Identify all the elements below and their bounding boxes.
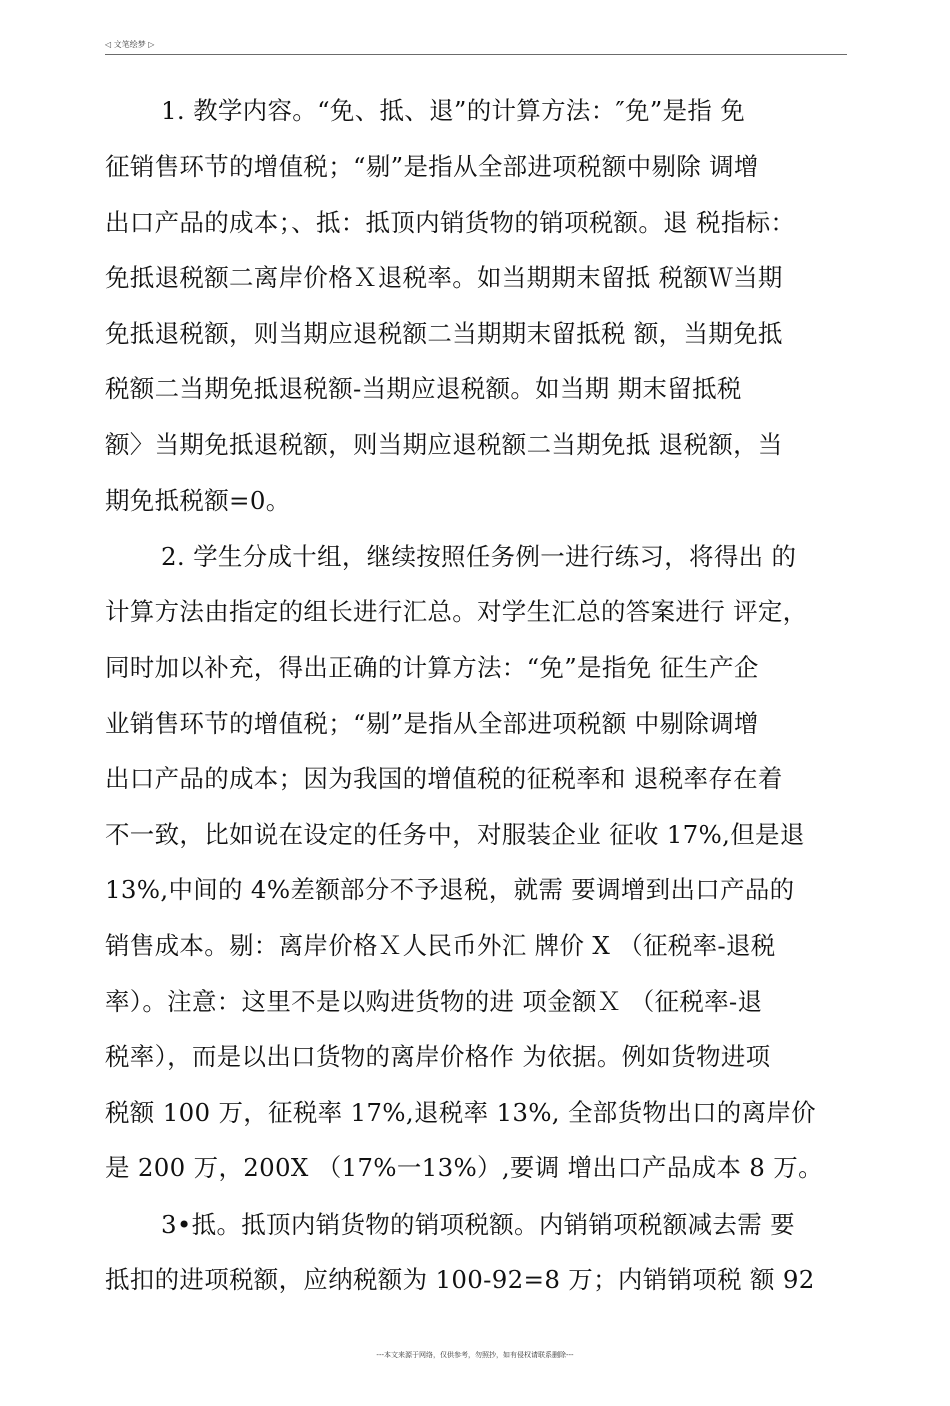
paragraph-1-line-4: 免抵退税额二离岸价格Ｘ退税率。如当期期末留抵 税额Ｗ当期 (105, 263, 783, 292)
paragraph-2-line-11: 税额 100 万，征税率 17%,退税率 13%, 全部货物出口的离岸价 (105, 1098, 816, 1127)
page-footer-disclaimer: ---本文来源于网络，仅供参考，勿照抄，如有侵权请联系删除--- (376, 1351, 574, 1359)
paragraph-1-line-6: 税额二当期免抵退税额-当期应退税额。如当期 期末留抵税 (105, 374, 742, 403)
paragraph-3-line-2: 抵扣的进项税额，应纳税额为 100-92=8 万；内销销项税 额 92 (105, 1265, 815, 1294)
paragraph-2-line-2: 计算方法由指定的组长进行汇总。对学生汇总的答案进行 评定， (105, 597, 808, 626)
paragraph-2-line-6: 不一致，比如说在设定的任务中，对服装企业 征收 17%,但是退 (105, 820, 805, 849)
paragraph-1-line-5: 免抵退税额，则当期应退税额二当期期末留抵税 额，当期免抵 (105, 319, 783, 348)
paragraph-1-line-2: 征销售环节的增值税；“剔”是指从全部进项税额中剔除 调增 (105, 152, 759, 181)
paragraph-2-line-3: 同时加以补充，得出正确的计算方法：“免”是指免 征生产企 (105, 653, 759, 682)
paragraph-2-line-5: 出口产品的成本；因为我国的增值税的征税率和 退税率存在着 (105, 764, 783, 793)
paragraph-2-line-1: 2. 学生分成十组，继续按照任务例一进行练习，将得出 的 (161, 542, 797, 571)
paragraph-1-line-1: 1. 教学内容。“免、抵、退”的计算方法：″免”是指 免 (161, 96, 746, 125)
page-header (105, 38, 847, 55)
paragraph-3-line-1: 3•抵。抵顶内销货物的销项税额。内销销项税额减去需 要 (161, 1210, 795, 1239)
header-logo-text: ◁ 文笔绘梦 ▷ (105, 40, 155, 49)
paragraph-1-line-8: 期免抵税额=0。 (105, 486, 291, 515)
paragraph-1-line-3: 出口产品的成本；、抵：抵顶内销货物的销项税额。退 税指标： (105, 208, 796, 237)
paragraph-2-line-10: 税率），而是以出口货物的离岸价格作 为依据。例如货物进项 (105, 1042, 771, 1071)
paragraph-2-line-12: 是 200 万，200X （17%一13%）,要调 增出口产品成本 8 万。 (105, 1153, 823, 1182)
paragraph-2-line-8: 销售成本。剔：离岸价格Ｘ人民币外汇 牌价 X （征税率-退税 (105, 931, 776, 960)
paragraph-2-line-9: 率）。注意：这里不是以购进货物的进 项金额Ｘ （征税率-退 (105, 987, 763, 1016)
paragraph-1-line-7: 额〉当期免抵退税额，则当期应退税额二当期免抵 退税额，当 (105, 430, 783, 459)
paragraph-2-line-7: 13%,中间的 4%差额部分不予退税，就需 要调增到出口产品的 (105, 875, 795, 904)
paragraph-2-line-4: 业销售环节的增值税；“剔”是指从全部进项税额 中剔除调增 (105, 709, 759, 738)
